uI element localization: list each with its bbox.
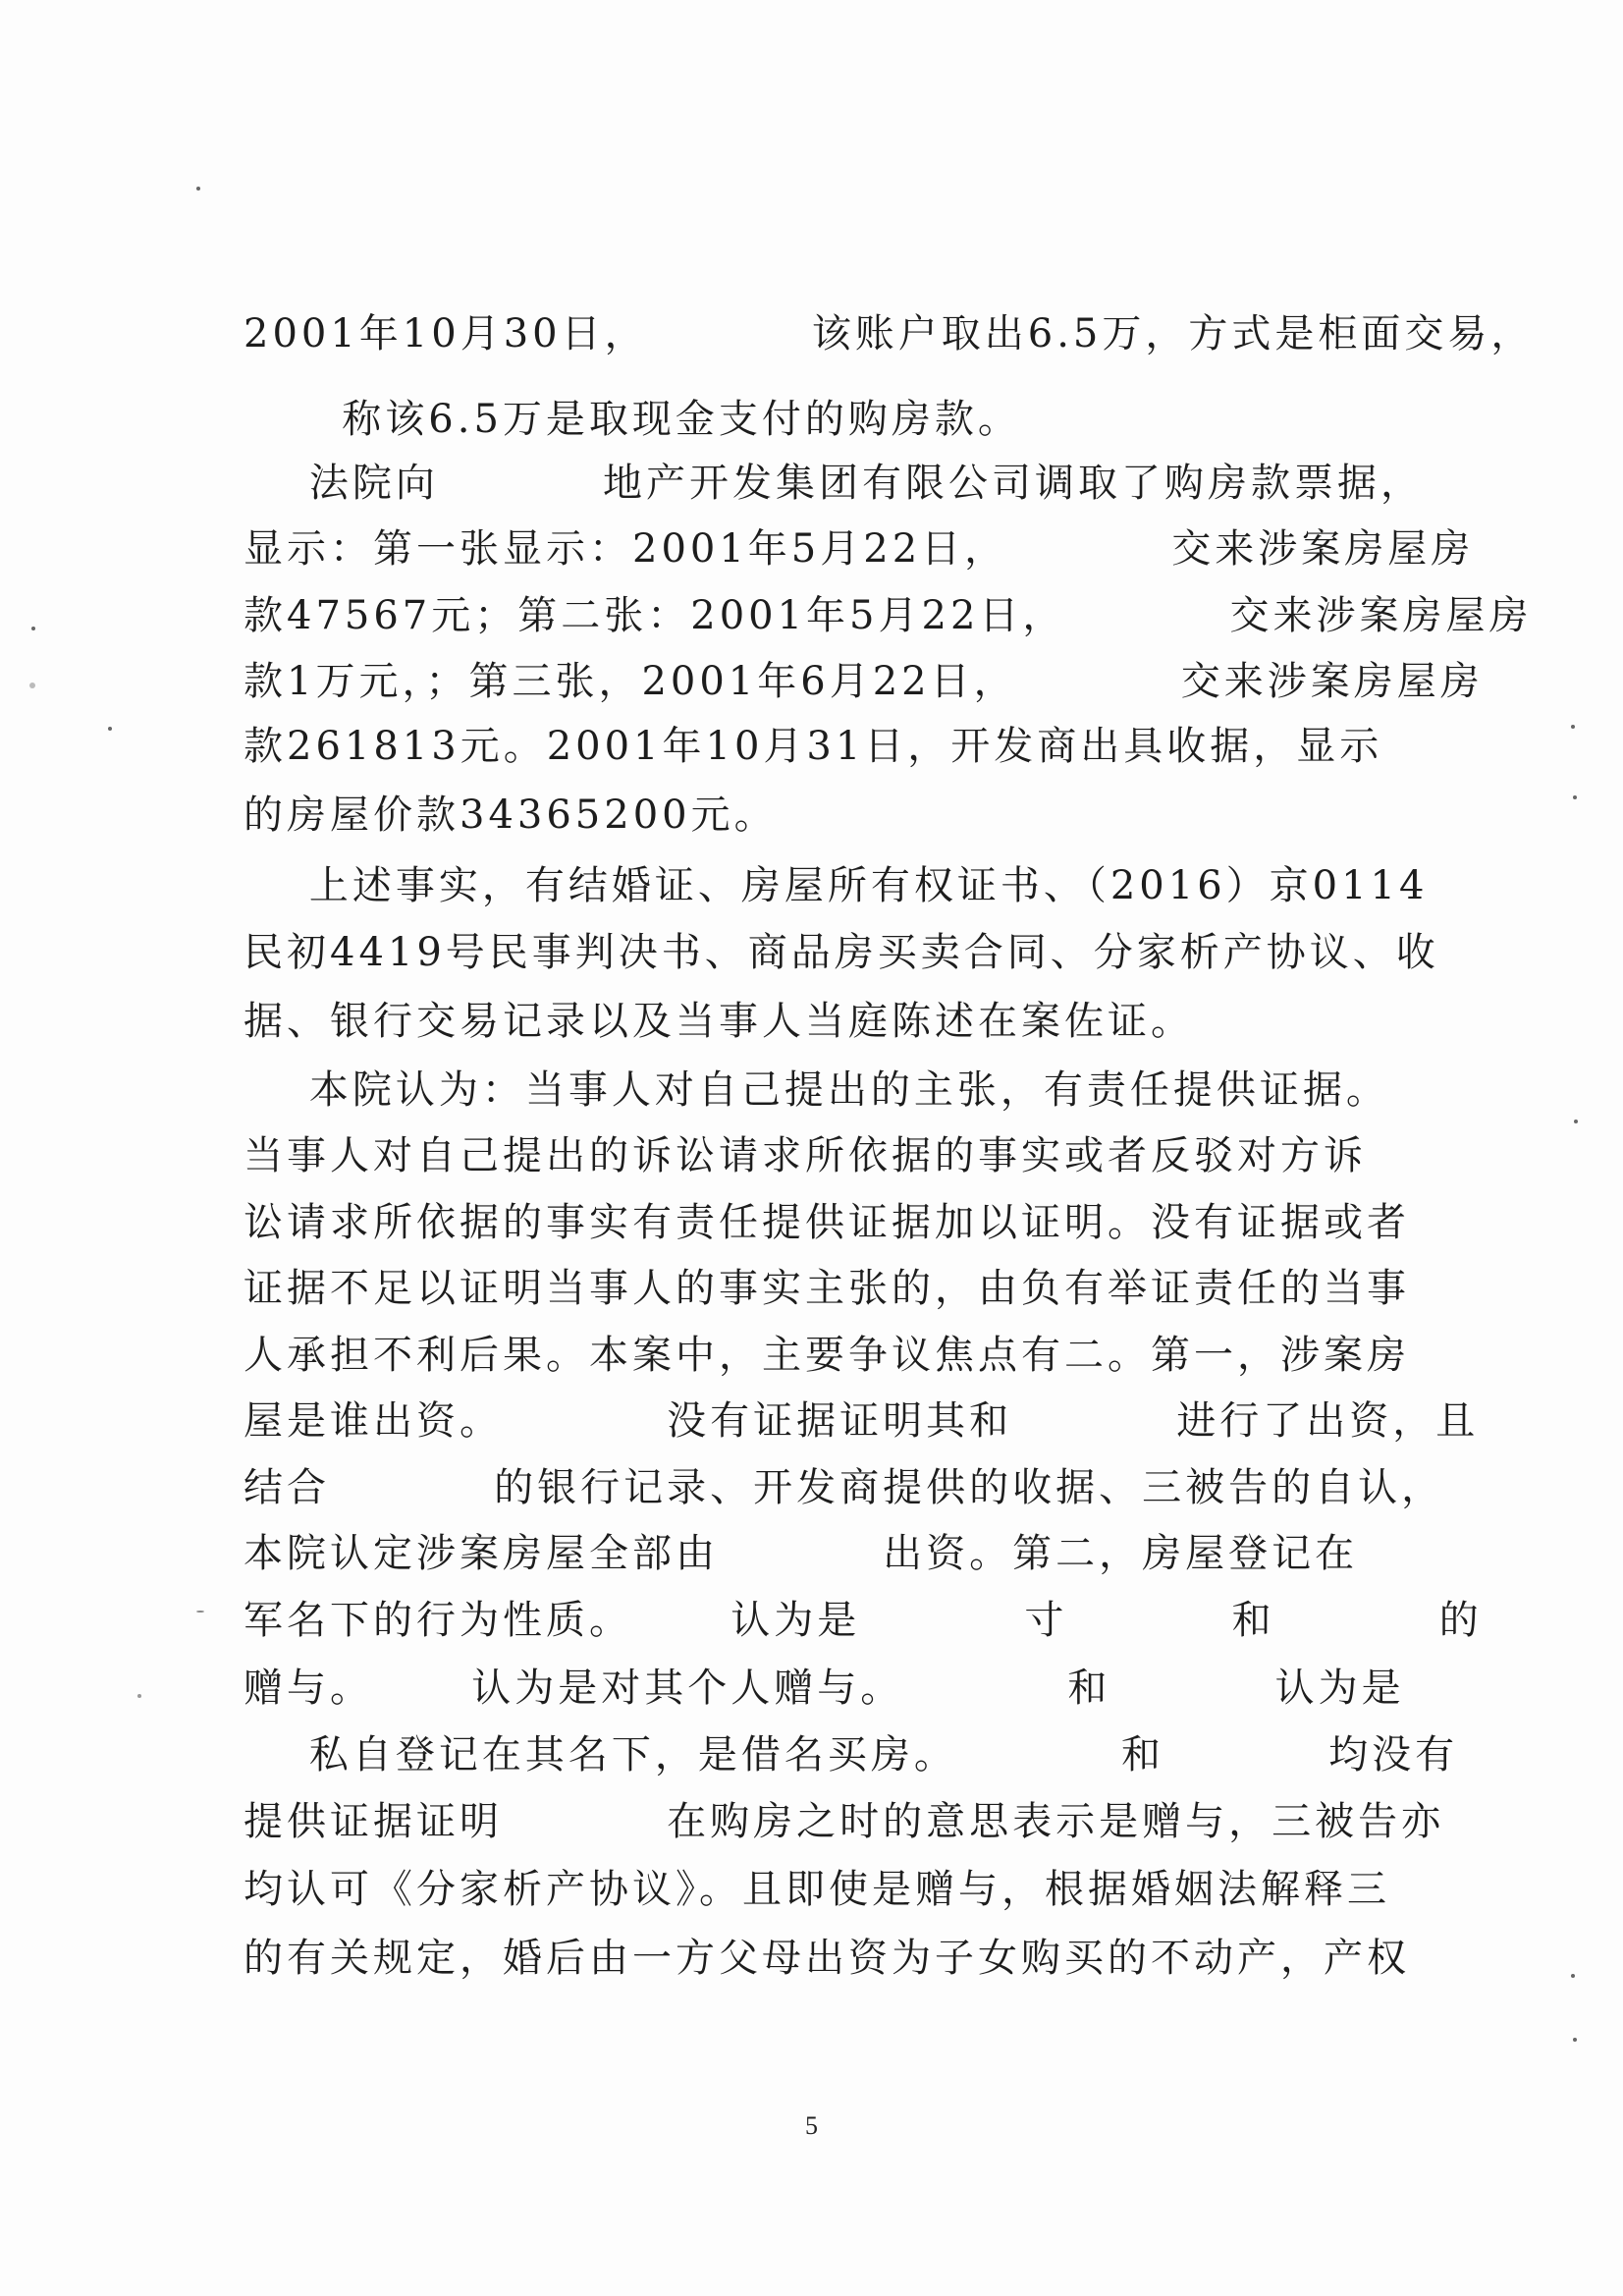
text-line-9: 上述事实，有结婚证、房屋所有权证书、（2016）京0114	[243, 863, 1429, 908]
scan-speck	[1571, 1974, 1575, 1978]
text-line-15: 证据不足以证明当事人的事实主张的，由负有举证责任的当事	[243, 1266, 1410, 1311]
text-line-16: 人承担不利后果。本案中，主要争议焦点有二。第一，涉案房	[243, 1333, 1410, 1378]
text-line-25: 的有关规定，婚后由一方父母出资为子女购买的不动产，产权	[243, 1936, 1410, 1981]
text-line-14: 讼请求所依据的事实有责任提供证据加以证明。没有证据或者	[243, 1200, 1410, 1245]
text-line-7: 款261813元。2001年10月31日，开发商出具收据，显示	[243, 724, 1383, 769]
text-line-8: 的房屋价款34365200元。	[243, 793, 778, 838]
scan-speck	[29, 683, 35, 688]
page-number: 5	[805, 2111, 818, 2140]
text-line-24: 均认可《分家析产协议》。且即使是赠与，根据婚姻法解释三	[243, 1867, 1390, 1912]
text-line-6: 款1万元，；第三张，2001年6月22日， 交来涉案房屋房	[243, 659, 1484, 704]
text-line-3: 法院向 地产开发集团有限公司调取了购房款票据，	[243, 461, 1425, 506]
text-line-12: 本院认为：当事人对自己提出的主张，有责任提供证据。	[243, 1067, 1389, 1113]
text-line-4: 显示：第一张显示：2001年5月22日， 交来涉案房屋房	[243, 526, 1475, 572]
text-line-10: 民初4419号民事判决书、商品房买卖合同、分家析产协议、收	[243, 930, 1439, 975]
scan-speck	[1574, 1120, 1578, 1123]
text-line-18: 结合 的银行记录、开发商提供的收据、三被告的自认，	[243, 1465, 1445, 1510]
scan-speck	[1573, 795, 1577, 799]
scan-speck	[1571, 725, 1575, 729]
scan-speck	[196, 187, 200, 191]
scan-speck	[137, 1694, 141, 1698]
text-line-11: 据、银行交易记录以及当事人当庭陈述在案佐证。	[243, 999, 1194, 1044]
text-line-21: 赠与。 认为是对其个人赠与。 和 认为是	[243, 1666, 1405, 1711]
text-line-13: 当事人对自己提出的诉讼请求所依据的事实或者反驳对方诉	[243, 1133, 1367, 1178]
text-line-19: 本院认定涉案房屋全部由 出资。第二，房屋登记在	[243, 1531, 1359, 1576]
text-line-5: 款47567元；第二张：2001年5月22日， 交来涉案房屋房	[243, 593, 1533, 638]
text-line-2: 称该6.5万是取现金支付的购房款。	[243, 397, 1021, 442]
scan-speck	[31, 627, 35, 630]
text-line-22: 私自登记在其名下，是借名买房。 和 均没有	[243, 1732, 1459, 1777]
text-line-17: 屋是谁出资。 没有证据证明其和 进行了出资，且	[243, 1398, 1480, 1444]
scan-speck	[108, 727, 112, 731]
text-line-20: 军名下的行为性质。 认为是 寸 和 的	[243, 1598, 1483, 1643]
text-line-1: 2001年10月30日， 该账户取出6.5万，方式是柜面交易，	[243, 311, 1535, 356]
scan-speck	[196, 1611, 204, 1613]
scan-speck	[1573, 2038, 1577, 2042]
text-line-23: 提供证据证明 在购房之时的意思表示是赠与，三被告亦	[243, 1799, 1445, 1844]
